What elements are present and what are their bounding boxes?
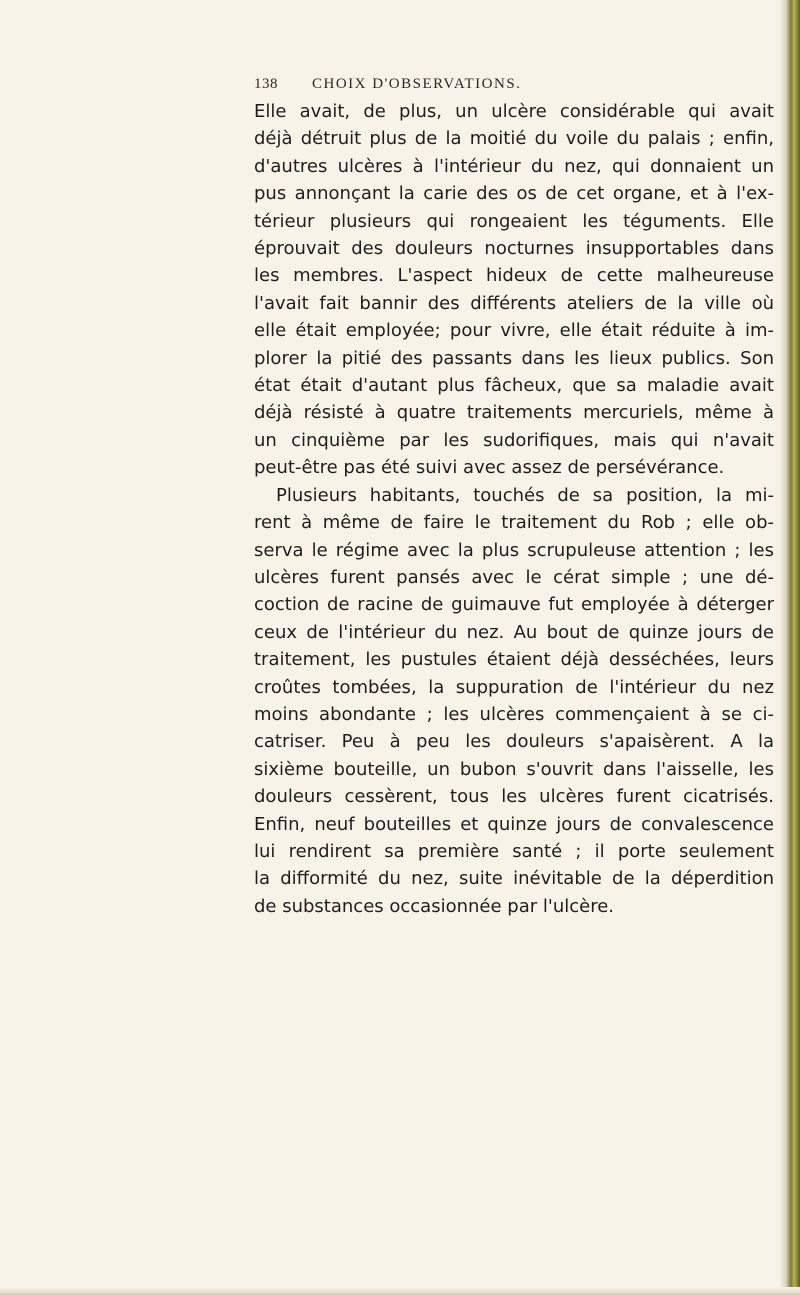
running-title: CHOIX D'OBSERVATIONS. bbox=[312, 76, 522, 92]
page-edge-shadow bbox=[780, 0, 800, 1295]
text-line: l'avait fait bannir des différents ateliers de la ville où bbox=[254, 292, 774, 314]
text-line: Enfin, neuf bouteilles et quinze jours de convalescence bbox=[254, 813, 774, 835]
text-line: rent à même de faire le traitement du Rob ; elle ob- bbox=[254, 512, 774, 534]
page-bottom-edge bbox=[0, 1287, 800, 1295]
text-line: catriser. Peu à peu les douleurs s'apaisèrent. A la bbox=[254, 731, 774, 753]
text-line: coction de racine de guimauve fut employée à déterger bbox=[254, 594, 774, 616]
text-line: d'autres ulcères à l'intérieur du nez, qui donnaient un bbox=[254, 155, 774, 177]
text-line: ceux de l'intérieur du nez. Au bout de quinze jours de bbox=[254, 621, 774, 643]
text-line: sixième bouteille, un bubon s'ouvrit dans l'aisselle, les bbox=[254, 758, 774, 780]
text-line: elle était employée; pour vivre, elle était réduite à im- bbox=[254, 320, 774, 342]
text-line: Plusieurs habitants, touchés de sa position, la mi- bbox=[276, 484, 774, 506]
text-line: déjà détruit plus de la moitié du voile du palais ; enfin, bbox=[254, 128, 774, 150]
text-line: serva le régime avec la plus scrupuleuse attention ; les bbox=[254, 539, 774, 561]
text-line: moins abondante ; les ulcères commençaient à se ci- bbox=[254, 703, 774, 725]
text-line: état était d'autant plus fâcheux, que sa maladie avait bbox=[254, 375, 774, 397]
text-line: traitement, les pustules étaient déjà desséchées, leurs bbox=[254, 649, 774, 671]
page-header bbox=[254, 76, 734, 98]
text-line: la difformité du nez, suite inévitable de la déperdition bbox=[254, 868, 774, 890]
text-line: déjà résisté à quatre traitements mercuriels, même à bbox=[254, 402, 774, 424]
text-line: de substances occasionnée par l'ulcère. bbox=[254, 895, 614, 917]
text-line: térieur plusieurs qui rongeaient les téguments. Elle bbox=[254, 210, 774, 232]
text-line: ulcères furent pansés avec le cérat simple ; une dé- bbox=[254, 566, 774, 588]
text-line: un cinquième par les sudorifiques, mais qui n'avait bbox=[254, 429, 774, 451]
text-line: lui rendirent sa première santé ; il porte seulement bbox=[254, 840, 774, 862]
text-line: douleurs cessèrent, tous les ulcères furent cicatrisés. bbox=[254, 786, 774, 808]
text-line: croûtes tombées, la suppuration de l'intérieur du nez bbox=[254, 676, 774, 698]
page-number: 138 bbox=[254, 76, 278, 92]
text-line: Elle avait, de plus, un ulcère considérable qui avait bbox=[254, 101, 774, 122]
body-text bbox=[254, 98, 774, 920]
text-line: pus annonçant la carie des os de cet organe, et à l'ex- bbox=[254, 183, 774, 205]
text-line: peut-être pas été suivi avec assez de persévérance. bbox=[254, 457, 725, 479]
text-line: plorer la pitié des passants dans les lieux publics. Son bbox=[254, 347, 774, 369]
text-line: éprouvait des douleurs nocturnes insupportables dans bbox=[254, 238, 774, 260]
text-line: les membres. L'aspect hideux de cette malheureuse bbox=[254, 265, 774, 287]
